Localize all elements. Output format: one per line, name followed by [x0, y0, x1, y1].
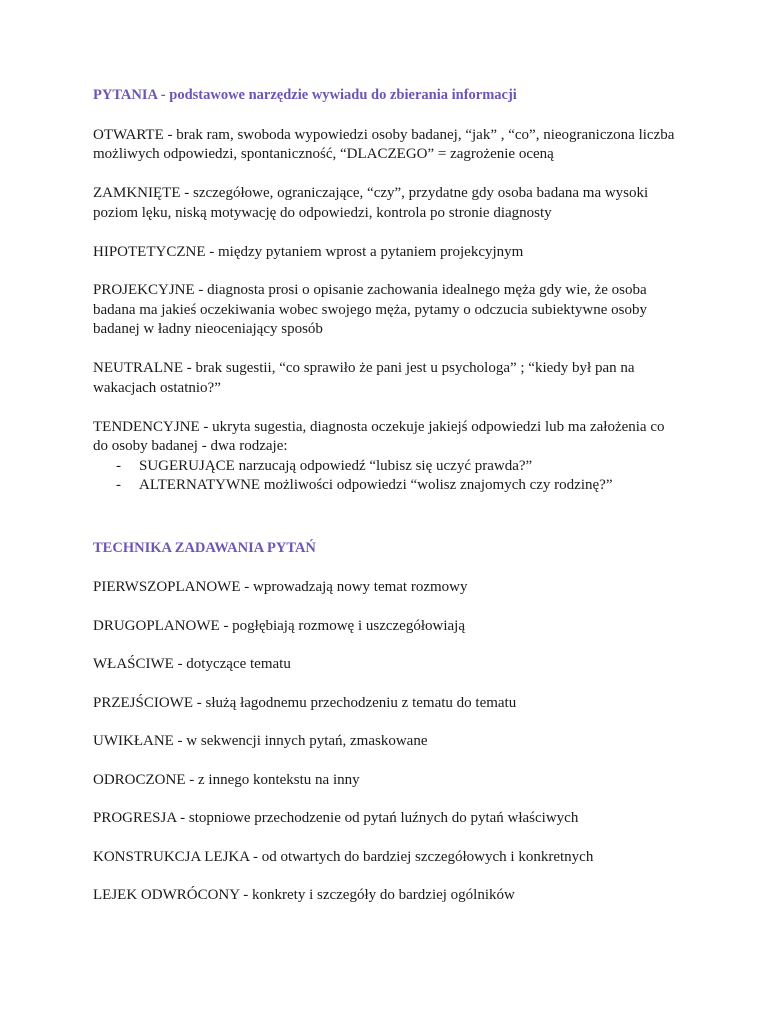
- tendencyjne-types-list: [93, 457, 683, 496]
- list-item-text: SUGERUJĄCE narzucają odpowiedź “lubisz się uczyć prawda?”: [139, 457, 533, 474]
- list-dash: -: [116, 457, 121, 474]
- technique-item: DRUGOPLANOWE - pogłębiają rozmowę i uszczegółowiają: [93, 617, 465, 634]
- technique-item: ODROCZONE - z innego kontekstu na inny: [93, 771, 360, 788]
- paragraph-otwarte: OTWARTE - brak ram, swoboda wypowiedzi osoby badanej, “jak” , “co”, nieograniczona liczba możliwych odpowiedzi, spontaniczność, “DLACZEGO” = zagrożenie oceną: [93, 126, 675, 162]
- paragraph-neutralne: NEUTRALNE - brak sugestii, “co sprawiło że pani jest u psychologa” ; “kiedy był pan na wakacjach ostatnio?”: [93, 360, 635, 396]
- list-dash: -: [116, 477, 121, 493]
- paragraph-hipotetyczne: HIPOTETYCZNE - między pytaniem wprost a pytaniem projekcyjnym: [93, 243, 524, 260]
- list-item: [93, 457, 683, 477]
- paragraph-zamkniete: ZAMKNIĘTE - szczegółowe, ograniczające, “czy”, przydatne gdy osoba badana ma wysoki poziom lęku, niską motywację do odpowiedzi, kontrola po stronie diagnosty: [93, 185, 649, 221]
- technique-item: WŁAŚCIWE - dotyczące tematu: [93, 656, 291, 672]
- technique-item: KONSTRUKCJA LEJKA - od otwartych do bardziej szczegółowych i konkretnych: [93, 848, 594, 865]
- technique-item: PIERWSZOPLANOWE - wprowadzają nowy temat rozmowy: [93, 579, 468, 595]
- technique-item: PROGRESJA - stopniowe przechodzenie od pytań luźnych do pytań właściwych: [93, 810, 579, 826]
- technique-item: PRZEJŚCIOWE - służą łagodnemu przechodzeniu z tematu do tematu: [93, 694, 517, 711]
- section-heading-pytania: PYTANIA - podstawowe narzędzie wywiadu do zbierania informacji: [93, 87, 517, 103]
- document-page: [93, 86, 683, 925]
- technique-item: LEJEK ODWRÓCONY - konkrety i szczegóły do bardziej ogólników: [93, 887, 515, 903]
- list-item: [93, 476, 683, 496]
- paragraph-projekcyjne: PROJEKCYJNE - diagnosta prosi o opisanie zachowania idealnego męża gdy wie, że osoba badana ma jakieś oczekiwania wobec swojego męża, pytamy o odczucia subiektywne osoby badanej w ładny nieoceniający sposób: [93, 282, 647, 337]
- list-item-text: ALTERNATYWNE możliwości odpowiedzi “wolisz znajomych czy rodzinę?”: [139, 477, 613, 493]
- section-heading-technika: TECHNIKA ZADAWANIA PYTAŃ: [93, 539, 316, 556]
- paragraph-tendencyjne: TENDENCYJNE - ukryta sugestia, diagnosta oczekuje jakiejś odpowiedzi lub ma założenia co do osoby badanej - dwa rodzaje:: [93, 418, 665, 454]
- technique-item: UWIKŁANE - w sekwencji innych pytań, zmaskowane: [93, 733, 428, 749]
